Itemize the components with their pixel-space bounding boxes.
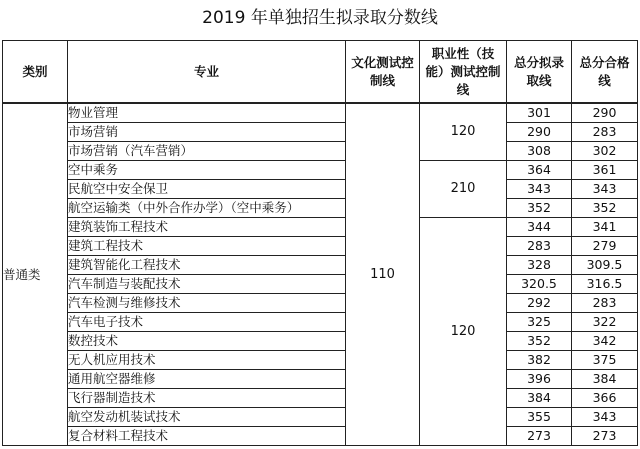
culture-line-cell: 110: [346, 103, 420, 446]
total-admit-cell: 273: [507, 427, 572, 446]
major-cell: 通用航空器维修: [68, 370, 346, 389]
table-row: [3, 294, 638, 313]
major-cell: 建筑装饰工程技术: [68, 218, 346, 237]
total-admit-cell: 343: [507, 180, 572, 199]
total-admit-cell: 328: [507, 256, 572, 275]
total-admit-cell: 352: [507, 199, 572, 218]
total-pass-cell: 283: [572, 294, 638, 313]
total-pass-cell: 352: [572, 199, 638, 218]
table-row: [3, 199, 638, 218]
total-pass-cell: 273: [572, 427, 638, 446]
table-row: [3, 142, 638, 161]
table-row: [3, 332, 638, 351]
table-row: [3, 427, 638, 446]
major-cell: 物业管理: [68, 103, 346, 123]
total-pass-cell: 342: [572, 332, 638, 351]
major-cell: 汽车电子技术: [68, 313, 346, 332]
major-cell: 数控技术: [68, 332, 346, 351]
table-row: [3, 218, 638, 237]
total-pass-cell: 375: [572, 351, 638, 370]
total-pass-cell: 322: [572, 313, 638, 332]
total-pass-cell: 279: [572, 237, 638, 256]
total-pass-cell: 290: [572, 103, 638, 123]
header-vocational-line: 职业性（技能）测试控制线: [420, 41, 507, 104]
major-cell: 复合材料工程技术: [68, 427, 346, 446]
major-cell: 汽车检测与维修技术: [68, 294, 346, 313]
table-row: [3, 389, 638, 408]
major-cell: 飞行器制造技术: [68, 389, 346, 408]
table-row: [3, 103, 638, 123]
table-row: [3, 370, 638, 389]
category-cell: 普通类: [3, 103, 68, 446]
header-major: 专业: [68, 41, 346, 104]
table-row: [3, 237, 638, 256]
table-row: [3, 351, 638, 370]
major-cell: 建筑工程技术: [68, 237, 346, 256]
major-cell: 市场营销（汽车营销）: [68, 142, 346, 161]
total-pass-cell: 361: [572, 161, 638, 180]
page-title: 2019 年单独招生拟录取分数线: [202, 8, 438, 28]
vocational-line-cell: 120: [420, 103, 507, 161]
total-admit-cell: 352: [507, 332, 572, 351]
major-cell: 无人机应用技术: [68, 351, 346, 370]
total-admit-cell: 364: [507, 161, 572, 180]
major-cell: 汽车制造与装配技术: [68, 275, 346, 294]
vocational-line-cell: 210: [420, 161, 507, 218]
total-admit-cell: 384: [507, 389, 572, 408]
table-row: [3, 180, 638, 199]
header-total-admit: 总分拟录取线: [507, 41, 572, 104]
table-row: [3, 313, 638, 332]
total-admit-cell: 344: [507, 218, 572, 237]
total-pass-cell: 309.5: [572, 256, 638, 275]
total-admit-cell: 301: [507, 103, 572, 123]
total-pass-cell: 341: [572, 218, 638, 237]
total-admit-cell: 320.5: [507, 275, 572, 294]
total-pass-cell: 366: [572, 389, 638, 408]
table-row: [3, 275, 638, 294]
header-culture-line: 文化测试控制线: [346, 41, 420, 104]
total-pass-cell: 343: [572, 408, 638, 427]
total-admit-cell: 382: [507, 351, 572, 370]
total-pass-cell: 283: [572, 123, 638, 142]
table-row: [3, 161, 638, 180]
table-row: [3, 256, 638, 275]
total-admit-cell: 290: [507, 123, 572, 142]
table-row: [3, 408, 638, 427]
major-cell: 民航空中安全保卫: [68, 180, 346, 199]
header-category: 类别: [3, 41, 68, 104]
major-cell: 航空发动机装试技术: [68, 408, 346, 427]
total-admit-cell: 283: [507, 237, 572, 256]
total-pass-cell: 302: [572, 142, 638, 161]
total-pass-cell: 316.5: [572, 275, 638, 294]
total-admit-cell: 292: [507, 294, 572, 313]
total-pass-cell: 343: [572, 180, 638, 199]
major-cell: 空中乘务: [68, 161, 346, 180]
major-cell: 航空运输类（中外合作办学）（空中乘务）: [68, 199, 346, 218]
major-cell: 市场营销: [68, 123, 346, 142]
header-total-pass: 总分合格线: [572, 41, 638, 104]
table-row: [3, 123, 638, 142]
major-cell: 建筑智能化工程技术: [68, 256, 346, 275]
total-admit-cell: 308: [507, 142, 572, 161]
total-pass-cell: 384: [572, 370, 638, 389]
total-admit-cell: 355: [507, 408, 572, 427]
vocational-line-cell: 120: [420, 218, 507, 446]
table-header-row: [3, 41, 638, 104]
total-admit-cell: 325: [507, 313, 572, 332]
admission-score-table: [2, 40, 638, 446]
total-admit-cell: 396: [507, 370, 572, 389]
